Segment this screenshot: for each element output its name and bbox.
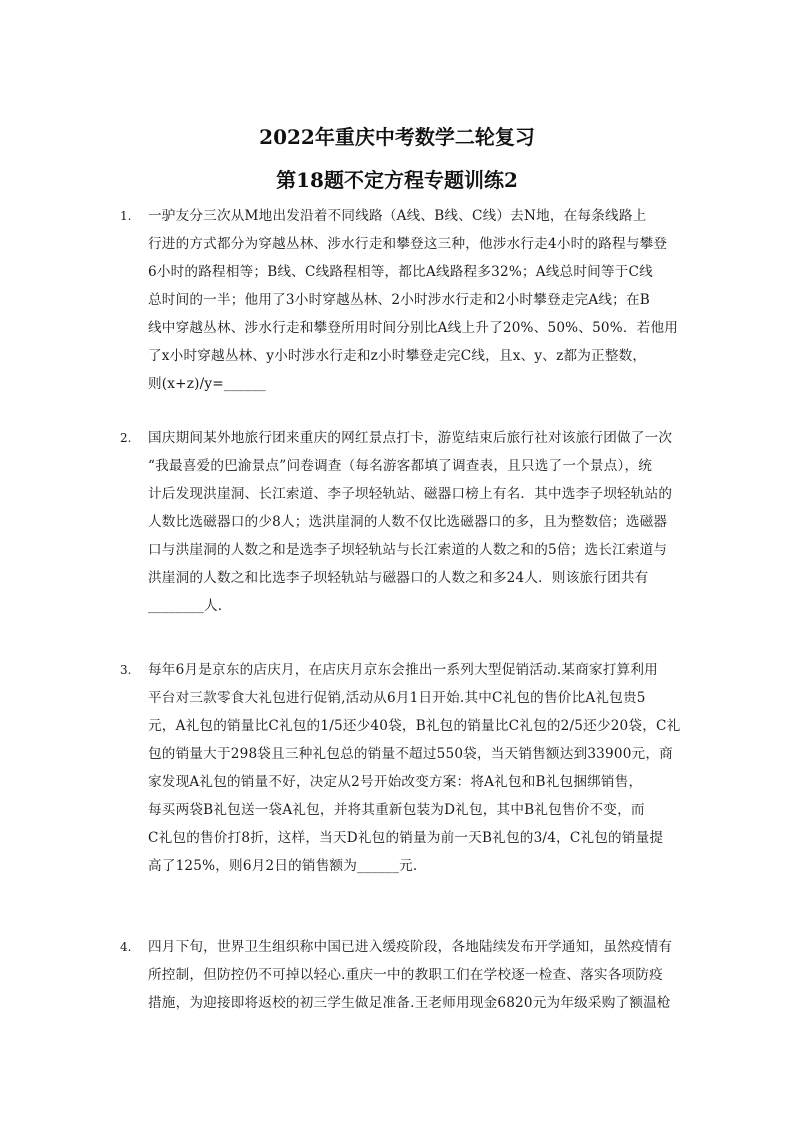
question-line: 线中穿越丛林、涉水行走和攀登所用时间分别比A线上升了20%、50%、50%．若他用 [148,320,679,336]
question-text [148,202,680,398]
question-text [148,933,680,1017]
question-line: 总时间的一半；他用了3小时穿越丛林、2小时涉水行走和2小时攀登走完A线；在B [148,292,650,308]
document-title: 2022年重庆中考数学二轮复习 [259,125,535,149]
question-line: C礼包的售价打8折，这样，当天D礼包的销量为前一天B礼包的3/4，C礼包的销量提 [148,830,664,846]
question-line: 高了125%，则6月2日的销售额为______元. [148,858,418,874]
question-line: 所控制，但防控仍不可掉以轻心.重庆一中的教职工们在学校逐一检查、落实各项防疫 [148,967,663,983]
question-line: 国庆期间某外地旅行团来重庆的网红景点打卡，游览结束后旅行社对该旅行团做了一次 [148,430,673,446]
question-line: 则(x+z)/y=______ [148,376,266,392]
question-line: 计后发现洪崖洞、长江索道、李子坝轻轨站、磁器口榜上有名．其中选李子坝轻轨站的 [148,486,673,502]
question-line: 口与洪崖洞的人数之和是选李子坝轻轨站与长江索道的人数之和的5倍；选长江索道与 [148,542,668,558]
question-line: 行进的方式都分为穿越丛林、涉水行走和攀登这三种，他涉水行走4小时的路程与攀登 [148,236,668,252]
question-number: 3. [120,663,132,677]
question-line: 四月下旬，世界卫生组织称中国已进入缓疫阶段，各地陆续发布开学通知，虽然疫情有 [148,939,673,955]
question-line: 6小时的路程相等；B线、C线路程相等，都比A线路程多32%；A线总时间等于C线 [148,264,653,280]
document-subtitle: 第18题不定方程专题训练2 [276,168,518,192]
question-line: 平台对三款零食大礼包进行促销,活动从6月1日开始.其中C礼包的售价比A礼包贵5 [148,690,646,706]
question-line: 措施，为迎接即将返校的初三学生做足准备.王老师用现金6820元为年级采购了额温枪 [148,995,671,1011]
question-number: 2. [120,431,132,445]
question-line: ________人． [148,598,232,614]
question-line: 一驴友分三次从M地出发沿着不同线路（A线、B线、C线）去N地，在每条线路上 [148,208,647,224]
question-number: 4. [120,940,132,954]
question-line: 人数比选磁器口的少8人；选洪崖洞的人数不仅比选磁器口的多，且为整数倍；选磁器 [148,514,668,530]
question-line: 了x小时穿越丛林、y小时涉水行走和z小时攀登走完C线，且x、y、z都为正整数， [148,348,647,364]
question-text [148,424,680,620]
question-line: 洪崖洞的人数之和比选李子坝轻轨站与磁器口的人数之和多24人．则该旅行团共有 [148,570,649,586]
question-line: 包的销量大于298袋且三种礼包总的销量不超过550袋，当天销售额达到33900元，商 [148,746,673,762]
question-text [148,656,680,880]
question-line: 元，A礼包的销量比C礼包的1/5还少40袋，B礼包的销量比C礼包的2/5还少20袋，C礼 [148,718,681,734]
question-line: 家发现A礼包的销量不好，决定从2号开始改变方案：将A礼包和B礼包捆绑销售， [148,774,643,790]
question-line: 每年6月是京东的店庆月，在店庆月京东会推出一系列大型促销活动.某商家打算利用 [148,662,658,678]
question-line: 每买两袋B礼包送一袋A礼包，并将其重新包装为D礼包，其中B礼包售价不变，而 [148,802,645,818]
question-number: 1. [120,209,132,223]
question-line: “我最喜爱的巴渝景点”问卷调查（每名游客都填了调查表，且只选了一个景点），统 [148,458,653,474]
